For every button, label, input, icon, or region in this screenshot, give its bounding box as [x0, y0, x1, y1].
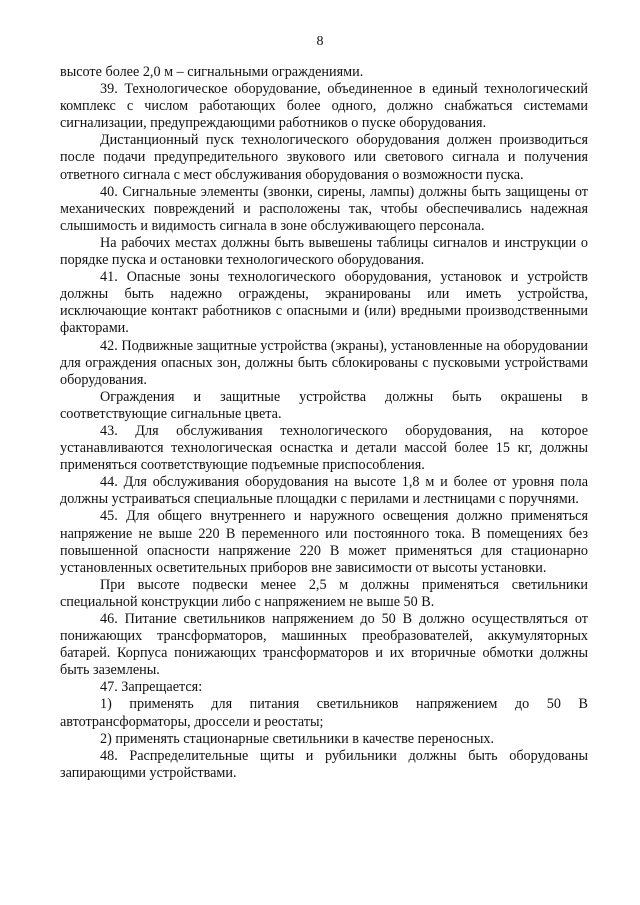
paragraph-47-item-2: 2) применять стационарные светильники в качестве переносных.: [100, 730, 495, 747]
paragraph-40-signal-tables: На рабочих местах должны быть вывешены таблицы сигналов и инструкции о порядке пуска и остановки технологического оборудования.: [60, 234, 588, 269]
paragraph-continuation: высоте более 2,0 м – сигнальными ограждениями.: [60, 64, 364, 80]
paragraph-47: 47. Запрещается:: [100, 679, 203, 696]
paragraph-42-colors: Ограждения и защитные устройства должны быть окрашены в соответствующие сигнальные цвета.: [60, 388, 588, 422]
paragraph-45-suspension-height: При высоте подвески менее 2,5 м должны применяться светильники специальной конструкции либо с напряжением не выше 50 В.: [60, 576, 588, 610]
paragraph-40: 40. Сигнальные элементы (звонки, сирены, лампы) должны быть защищены от механических повреждений и расположены так, чтобы обеспечивались надежная слышимость и видимость сигнала в зоне обслуживающего персонала.: [60, 183, 588, 234]
paragraph-45: 45. Для общего внутреннего и наружного освещения должно применяться напряжение не выше 220 В переменного или постоянного тока. В помещениях без повышенной опасности напряжение 220 В может применяться для стационарно установленных осветительных приборов вне зависимости от высоты установки.: [60, 508, 588, 576]
paragraph-41: 41. Опасные зоны технологического оборудования, установок и устройств должны быть надежно ограждены, экранированы или иметь устройства, исключающие контакт работников с опасными и (или) вредными производственными факторами.: [60, 269, 588, 337]
paragraph-48: 48. Распределительные щиты и рубильники должны быть оборудованы запирающими устройствами.: [60, 747, 588, 781]
paragraph-39-remote-start: Дистанционный пуск технологического оборудования должен производиться после подачи предупредительного звукового или светового сигнала и получения ответного сигнала с мест обслуживания оборудования о возможности пуска.: [60, 132, 588, 183]
paragraph-39: 39. Технологическое оборудование, объединенное в единый технологический комплекс с числом работающих более одного, должно снабжаться системами сигнализации, предупреждающими работников о пуске оборудования.: [60, 81, 588, 132]
page-number: 8: [316, 34, 324, 49]
paragraph-46: 46. Питание светильников напряжением до 50 В должно осуществляться от понижающих трансформаторов, машинных преобразователей, аккумуляторных батарей. Корпуса понижающих трансформаторов и их вторичные обмотки должны быть заземлены.: [60, 611, 588, 679]
paragraph-43: 43. Для обслуживания технологического оборудования, на которое устанавливаются технологическая оснастка и детали массой более 15 кг, должны применяться соответствующие подъемные приспособления.: [60, 422, 588, 474]
document-body: [60, 64, 588, 782]
paragraph-44: 44. Для обслуживания оборудования на высоте 1,8 м и более от уровня пола должны устраиваться специальные площадки с перилами и лестницами с поручнями.: [60, 474, 588, 508]
paragraph-42: 42. Подвижные защитные устройства (экраны), установленные на оборудовании для ограждения опасных зон, должны быть сблокированы с пусковыми устройствами оборудования.: [60, 337, 588, 388]
paragraph-47-item-1: 1) применять для питания светильников напряжением до 50 В автотрансформаторы, дроссели и реостаты;: [60, 696, 588, 730]
